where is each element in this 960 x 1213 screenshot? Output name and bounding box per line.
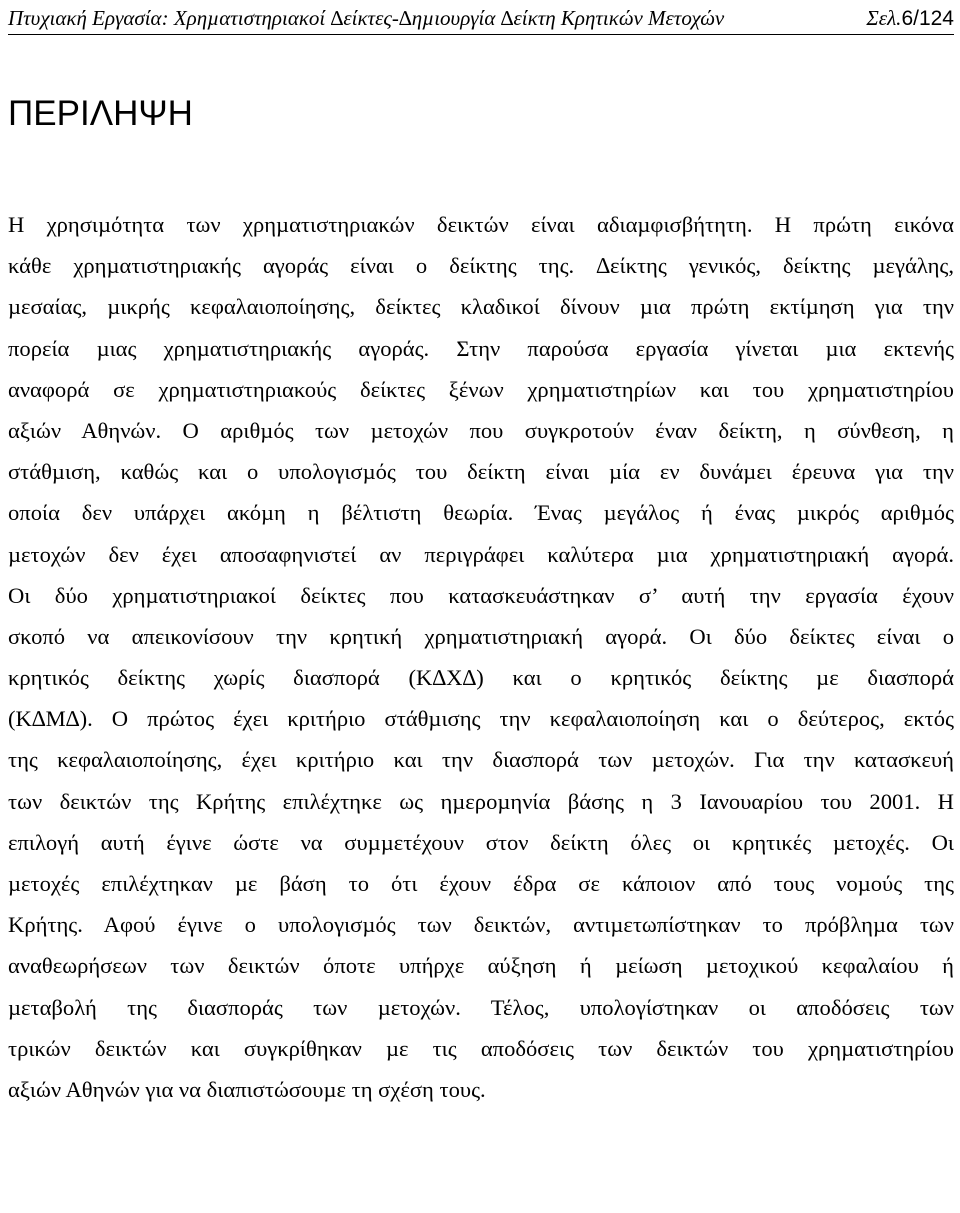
text-line: Η χρησιµότητα των χρηµατιστηριακών δεικτών είναι αδιαµφισβήτητη. Η πρώτη εικόνα <box>8 212 954 237</box>
text-line: µετοχές επιλέχτηκαν µε βάση το ότι έχουν έδρα σε κάποιον από τους νοµούς της <box>8 871 954 896</box>
text-line: πορεία µιας χρηµατιστηριακής αγοράς. Στην παρούσα εργασία γίνεται µια εκτενής <box>8 335 954 361</box>
text-line: οποία δεν υπάρχει ακόµη η βέλτιστη θεωρία. Ένας µεγάλος ή ένας µικρός αριθµός <box>8 500 954 526</box>
text-line: µεσαίας, µικρής κεφαλαιοποίησης, δείκτες κλαδικοί δίνουν µια πρώτη εκτίµηση για την <box>8 294 954 320</box>
text-line: αναθεωρήσεων των δεικτών όποτε υπήρχε αύξηση ή µείωση µετοχικού κεφαλαίου ή <box>8 953 954 979</box>
section-title: ΠΕΡΙΛΗΨΗ <box>8 94 193 133</box>
text-line: αξιών Αθηνών. Ο αριθµός των µετοχών που συγκροτούν έναν δείκτη, η σύνθεση, η <box>8 417 954 443</box>
text-line: αναφορά σε χρηµατιστηριακούς δείκτες ξένων χρηµατιστηρίων και του χρηµατιστηρίου <box>8 376 954 402</box>
text-line: της κεφαλαιοποίησης, έχει κριτήριο και την διασπορά των µετοχών. Για την κατασκευή <box>8 747 954 773</box>
text-line: κάθε χρηµατιστηριακής αγοράς είναι ο δείκτης της. ∆είκτης γενικός, δείκτης µεγάλης, <box>8 253 954 279</box>
running-header <box>8 4 954 35</box>
abstract-paragraph <box>8 204 954 1110</box>
text-line: (Κ∆Μ∆). Ο πρώτος έχει κριτήριο στάθµισης την κεφαλαιοποίηση και ο δεύτερος, εκτός <box>8 706 954 732</box>
header-title: Πτυχιακή Εργασία: Χρηµατιστηριακοί ∆είκτες-∆ηµιουργία ∆είκτη Κρητικών Μετοχών <box>8 6 725 30</box>
text-line: µετοχών δεν έχει αποσαφηνιστεί αν περιγράφει καλύτερα µια χρηµατιστηριακή αγορά. <box>8 541 954 567</box>
page-prefix: Σελ. <box>866 6 902 30</box>
page-number: 6/124 <box>901 7 954 30</box>
text-line: σκοπό να απεικονίσουν την κρητική χρηµατιστηριακή αγορά. Οι δύο δείκτες είναι ο <box>8 623 954 649</box>
text-line: Οι δύο χρηµατιστηριακοί δείκτες που κατασκευάστηκαν σ’ αυτή την εργασία έχουν <box>8 582 954 608</box>
text-line: τρικών δεικτών και συγκρίθηκαν µε τις αποδόσεις των δεικτών του χρηµατιστηρίου <box>8 1035 954 1061</box>
text-line: Κρήτης. Αφού έγινε ο υπολογισµός των δεικτών, αντιµετωπίστηκαν το πρόβληµα των <box>8 912 954 938</box>
text-line: των δεικτών της Κρήτης επιλέχτηκε ως ηµεροµηνία βάσης η 3 Ιανουαρίου του 2001. Η <box>8 788 954 814</box>
text-line: αξιών Αθηνών για να διαπιστώσουµε τη σχέση τους. <box>8 1076 486 1102</box>
text-line: επιλογή αυτή έγινε ώστε να συµµετέχουν στον δείκτη όλες οι κρητικές µετοχές. Οι <box>8 829 954 855</box>
text-line: µεταβολή της διασποράς των µετοχών. Τέλος, υπολογίστηκαν οι αποδόσεις των <box>8 994 954 1020</box>
text-line: κρητικός δείκτης χωρίς διασπορά (Κ∆Χ∆) και ο κρητικός δείκτης µε διασπορά <box>8 665 954 691</box>
page-indicator <box>866 4 954 33</box>
text-line: στάθµιση, καθώς και ο υπολογισµός του δείκτη είναι µία εν δυνάµει έρευνα για την <box>8 459 954 485</box>
